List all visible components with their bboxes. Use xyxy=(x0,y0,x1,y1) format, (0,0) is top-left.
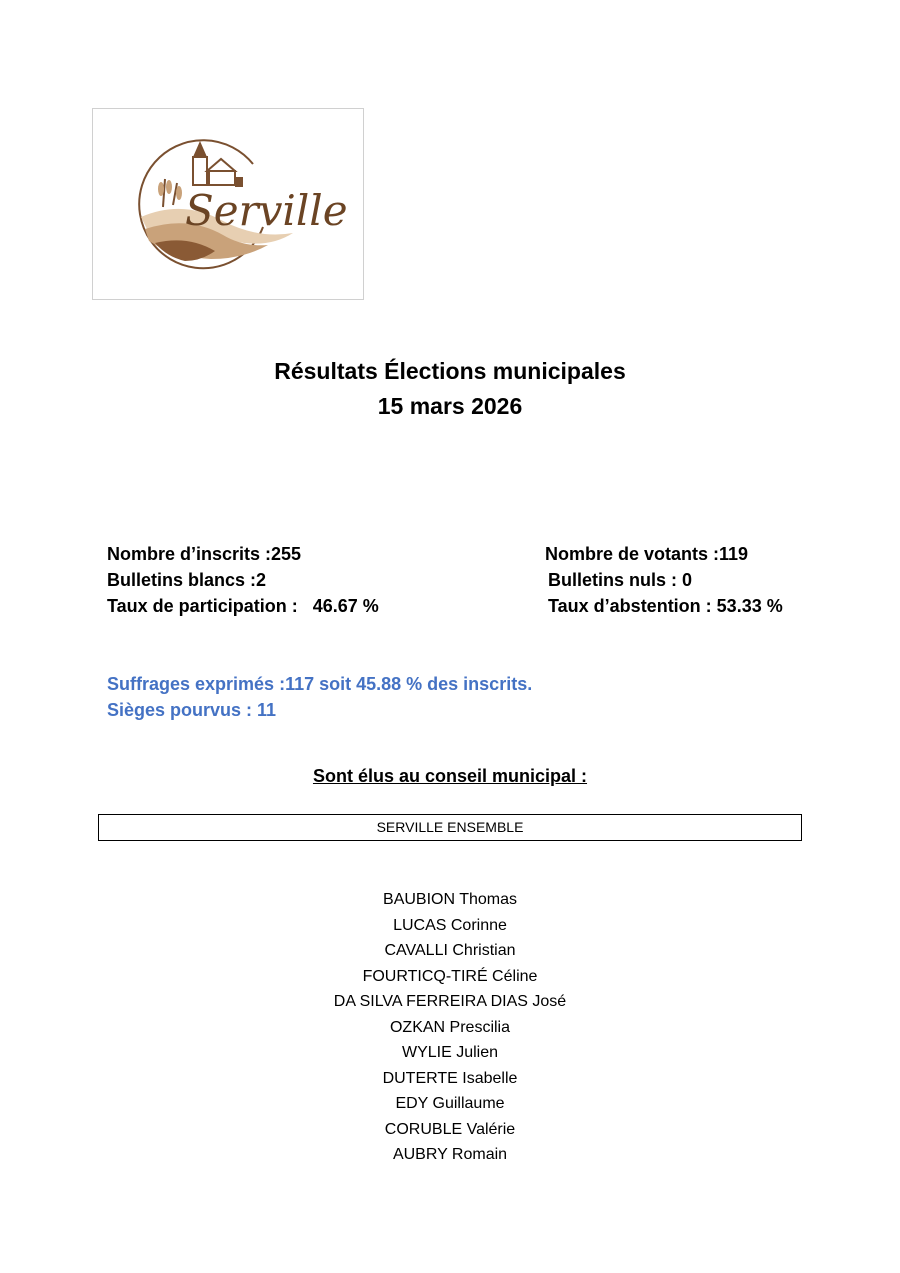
list-item: WYLIE Julien xyxy=(401,1044,499,1061)
list-item: AUBRY Romain xyxy=(392,1146,508,1163)
election-date: 15 mars 2026 xyxy=(377,393,523,419)
page-title: Résultats Élections municipales xyxy=(274,358,626,384)
list-item: CORUBLE Valérie xyxy=(384,1120,516,1138)
inscrits-count: Nombre d’inscrits :255 xyxy=(107,544,302,564)
list-name-box: SERVILLE ENSEMBLE xyxy=(98,814,802,841)
participation-rate: Taux de participation : 46.67 % xyxy=(107,596,379,616)
elected-members-list xyxy=(0,887,900,1168)
logo-text: Serville xyxy=(185,186,348,235)
nuls-count: Bulletins nuls : 0 xyxy=(548,570,693,590)
town-logo xyxy=(92,108,364,300)
list-item: BAUBION Thomas xyxy=(383,891,517,908)
list-item: DUTERTE Isabelle xyxy=(382,1069,518,1087)
list-item: EDY Guillaume xyxy=(395,1095,505,1112)
suffrages-exprimes: Suffrages exprimés :117 soit 45.88 % des inscrits. xyxy=(107,674,533,694)
votants-count: Nombre de votants :119 xyxy=(545,544,749,564)
sieges-pourvus: Sièges pourvus : 11 xyxy=(107,700,277,720)
blancs-count: Bulletins blancs :2 xyxy=(107,570,267,590)
list-item: DA SILVA FERREIRA DIAS José xyxy=(333,993,567,1010)
list-item: OZKAN Prescilia xyxy=(389,1018,511,1036)
list-item: FOURTICQ-TIRÉ Céline xyxy=(362,967,538,985)
elected-heading: Sont élus au conseil municipal : xyxy=(312,766,588,786)
abstention-rate: Taux d’abstention : 53.33 % xyxy=(548,596,783,616)
list-item: CAVALLI Christian xyxy=(384,942,516,959)
list-item: LUCAS Corinne xyxy=(393,916,507,934)
